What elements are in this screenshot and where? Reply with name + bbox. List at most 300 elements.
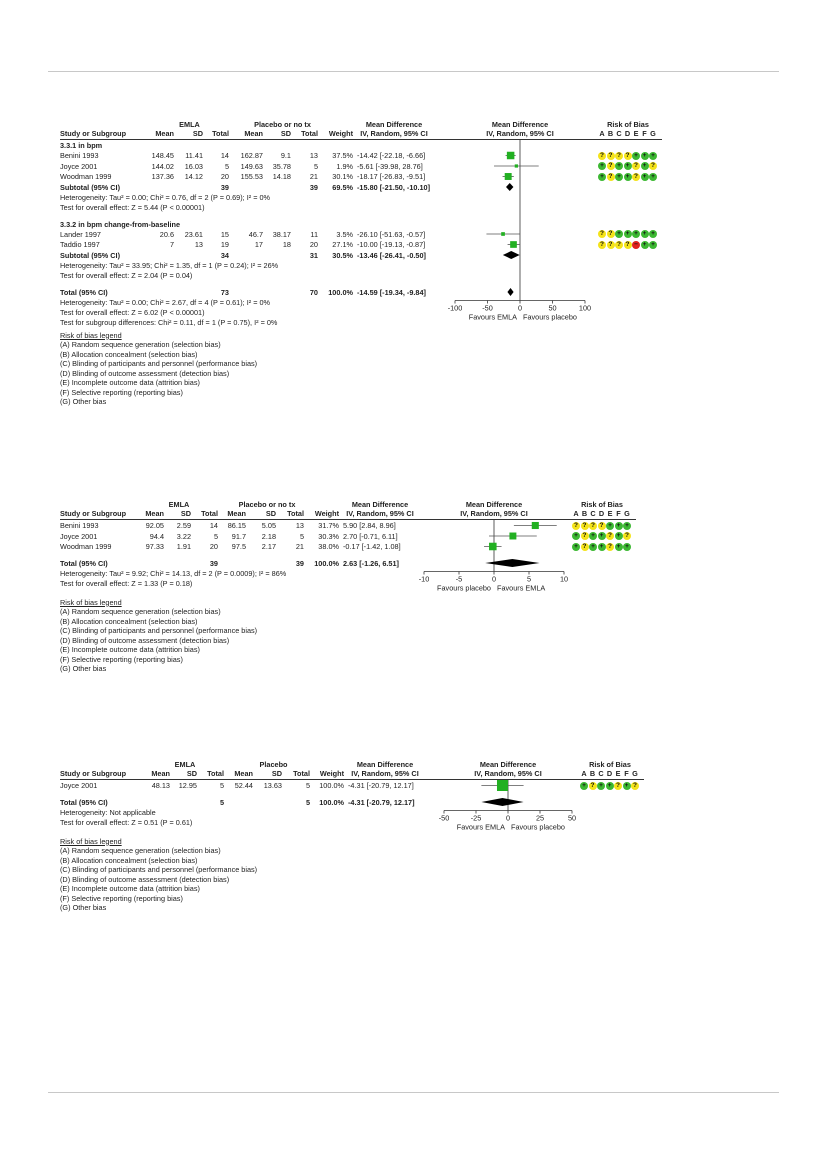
rob-legend-item: (A) Random sequence generation (selection bias) (60, 846, 221, 855)
control-sd: 2.17 (261, 542, 276, 551)
rob-dot-a: ? (598, 241, 606, 249)
study-weight: 38.0% (318, 542, 339, 551)
footer-stat: Heterogeneity: Not applicable (60, 807, 156, 817)
emla-mean: 48.13 (151, 781, 170, 790)
rob-dot-g: + (623, 543, 631, 551)
emla-sd: 13 (194, 240, 203, 249)
rob-legend-item: (F) Selective reporting (reporting bias) (60, 893, 183, 903)
total-emla-total: 5 (219, 797, 224, 807)
group1-header: EMLA (179, 120, 200, 129)
group1-header: EMLA (168, 500, 190, 509)
study-md-ci: -5.61 [-39.98, 28.76] (357, 161, 423, 171)
study-name: Joyce 2001 (60, 531, 98, 541)
favours-right-label: Favours placebo (511, 822, 565, 832)
rob-dot-b: ? (589, 782, 597, 790)
control-total: 5 (299, 531, 304, 541)
rob-legend-item: (A) Random sequence generation (selection bias) (60, 607, 221, 616)
sd1-header: SD (186, 769, 197, 778)
control-total: 5 (313, 161, 318, 171)
total1-header: Total (212, 129, 229, 138)
study-md-ci: -10.00 [-19.13, -0.87] (357, 240, 426, 249)
emla-sd: 1.91 (176, 542, 191, 551)
rob-dot-a: ? (572, 522, 580, 530)
x-tick-label: -5 (455, 574, 463, 584)
control-mean: 155.53 (240, 172, 263, 181)
rob-legend-title: Risk of bias legend (60, 597, 122, 607)
study-weight: 1.9% (336, 161, 353, 171)
control-mean: 162.87 (240, 151, 263, 160)
rob-letter-g: G (632, 769, 638, 778)
total-control-total: 5 (305, 797, 310, 807)
total-md-ci: -4.31 [-20.79, 12.17] (348, 797, 415, 807)
rob-dot-c: + (597, 782, 605, 790)
rob-letter-b: B (607, 129, 614, 138)
rob-letter-d: D (606, 769, 613, 778)
rob-letter-a: A (581, 769, 587, 778)
control-total: 20 (309, 240, 318, 249)
rob-dot-e: + (632, 152, 640, 160)
rob-legend-item: (B) Allocation concealment (selection bias) (60, 616, 198, 626)
group2-header: Placebo or no tx (254, 120, 311, 129)
emla-mean: 144.02 (151, 161, 174, 171)
pooled-diamond (481, 798, 523, 806)
control-sd: 38.17 (272, 229, 291, 239)
rob-dot-f: + (641, 230, 649, 238)
total2-header: Total (293, 769, 310, 778)
rob-legend-item: (D) Blinding of outcome assessment (detection bias) (60, 368, 230, 378)
study-point-marker (497, 780, 508, 791)
top-page-rule (48, 71, 779, 72)
rob-dot-g: + (649, 241, 657, 249)
study-name: Benini 1993 (60, 521, 99, 530)
footer-stat: Test for overall effect: Z = 6.02 (P < 0.00001) (60, 307, 205, 317)
rob-dot-e: ? (632, 162, 640, 170)
study-weight: 3.5% (336, 229, 353, 239)
pooled-diamond (485, 559, 539, 567)
rob-dot-e: − (632, 241, 640, 249)
x-tick-label: 50 (567, 813, 577, 823)
rob-dot-a: + (572, 543, 580, 551)
rob-letter-g: G (624, 509, 630, 518)
study-point-marker (505, 173, 512, 180)
md-text-subtitle: IV, Random, 95% CI (351, 769, 419, 778)
emla-mean: 148.45 (151, 151, 174, 160)
emla-mean: 97.33 (145, 542, 164, 551)
total-weight: 100.0% (319, 797, 344, 807)
rob-dot-d: + (624, 173, 632, 181)
mean1-header: Mean (151, 769, 170, 778)
rob-title: Risk of Bias (589, 760, 631, 769)
rob-dot-d: + (624, 162, 632, 170)
mean2-header: Mean (234, 769, 253, 778)
total-control-total: 39 (295, 558, 304, 568)
emla-total: 5 (213, 531, 218, 541)
md-text-subtitle: IV, Random, 95% CI (346, 509, 414, 518)
rob-letter-e: E (633, 129, 639, 138)
total-label: Total (95% CI) (60, 797, 108, 807)
rob-dot-c: + (615, 162, 623, 170)
subtotal-md-ci: -13.46 [-26.41, -0.50] (357, 250, 426, 260)
control-mean: 17 (254, 240, 263, 249)
rob-dot-e: + (606, 522, 614, 530)
emla-sd: 11.41 (185, 151, 203, 160)
rob-dot-e: ? (632, 173, 640, 181)
sd2-header: SD (271, 769, 282, 778)
control-mean: 97.5 (231, 542, 246, 551)
emla-total: 14 (209, 521, 218, 530)
subtotal-md-ci: -15.80 [-21.50, -10.10] (357, 182, 431, 192)
rob-letter-d: D (624, 129, 631, 138)
study-md-ci: 2.70 [-0.71, 6.11] (343, 531, 398, 541)
study-header: Study or Subgroup (60, 509, 127, 518)
study-name: Taddio 1997 (60, 240, 100, 249)
bottom-page-rule (48, 1092, 779, 1093)
rob-letter-f: F (624, 769, 629, 778)
total2-header: Total (301, 129, 318, 138)
study-point-marker (507, 152, 515, 160)
rob-letter-f: F (642, 129, 647, 138)
group1-header: EMLA (174, 760, 196, 769)
rob-legend-item: (D) Blinding of outcome assessment (detection bias) (60, 635, 230, 645)
rob-legend-item: (G) Other bias (60, 664, 107, 673)
emla-sd: 3.22 (176, 531, 191, 541)
study-point-marker (532, 522, 539, 529)
control-mean: 86.15 (227, 521, 246, 530)
study-name: Joyce 2001 (60, 161, 98, 171)
rob-dot-c: + (589, 543, 597, 551)
rob-letter-c: C (598, 769, 604, 778)
rob-dot-b: ? (607, 162, 615, 170)
rob-dot-f: + (641, 241, 649, 249)
total-emla-total: 73 (220, 287, 229, 297)
rob-dot-f: + (615, 543, 623, 551)
total-label: Total (95% CI) (60, 558, 108, 568)
rob-dot-a: + (598, 173, 606, 181)
total1-header: Total (201, 509, 218, 518)
group2-header: Placebo or no tx (238, 500, 296, 509)
md-text-title: Mean Difference (351, 500, 409, 509)
emla-sd: 2.59 (176, 521, 191, 530)
total2-header: Total (287, 509, 304, 518)
emla-total: 5 (219, 781, 224, 790)
subtotal-label: Subtotal (95% CI) (60, 182, 120, 192)
control-sd: 2.18 (261, 531, 276, 541)
rob-letter-e: E (607, 509, 613, 518)
rob-legend-item: (A) Random sequence generation (selection bias) (60, 340, 221, 349)
study-md-ci: -4.31 [-20.79, 12.17] (348, 781, 414, 790)
total-control-total: 70 (309, 287, 318, 297)
pooled-diamond (503, 251, 520, 259)
rob-dot-f: + (641, 152, 649, 160)
rob-legend-item: (C) Blinding of participants and personnel (performance bias) (60, 359, 258, 368)
emla-mean: 137.36 (151, 172, 174, 181)
control-sd: 9.1 (280, 151, 291, 160)
pooled-diamond (507, 288, 513, 296)
pooled-diamond (506, 183, 513, 191)
rob-legend-item: (F) Selective reporting (reporting bias) (60, 387, 183, 397)
footer-stat: Test for subgroup differences: Chi² = 0.11, df = 1 (P = 0.75), I² = 0% (60, 317, 278, 327)
control-sd: 13.63 (263, 781, 282, 790)
control-sd: 18 (282, 240, 291, 249)
rob-legend-item: (F) Selective reporting (reporting bias) (60, 654, 183, 664)
rob-dot-c: ? (615, 152, 623, 160)
study-md-ci: -0.17 [-1.42, 1.08] (343, 542, 401, 551)
rob-letter-c: C (590, 509, 596, 518)
sd2-header: SD (265, 509, 276, 518)
header-divider (60, 779, 644, 780)
control-total: 5 (305, 781, 310, 790)
rob-dot-a: + (580, 782, 588, 790)
weight-header: Weight (319, 769, 344, 778)
md-plot-subtitle: IV, Random, 95% CI (486, 129, 554, 138)
study-header: Study or Subgroup (60, 769, 127, 778)
control-sd: 5.05 (261, 521, 276, 530)
study-md-ci: -14.42 [-22.18, -6.66] (357, 151, 426, 160)
rob-dot-b: ? (581, 532, 589, 540)
rob-letter-e: E (615, 769, 621, 778)
study-point-marker (501, 232, 505, 236)
rob-legend-item: (E) Incomplete outcome data (attrition bias) (60, 884, 200, 893)
rob-letter-g: G (650, 129, 656, 138)
weight-header: Weight (328, 129, 353, 138)
mean1-header: Mean (155, 129, 174, 138)
rob-dot-c: ? (615, 241, 623, 249)
md-text-title: Mean Difference (365, 120, 423, 129)
rob-dot-c: + (589, 532, 597, 540)
rob-dot-d: + (606, 782, 614, 790)
rob-legend-title: Risk of bias legend (60, 836, 122, 846)
md-text-title: Mean Difference (356, 760, 414, 769)
md-plot-subtitle: IV, Random, 95% CI (460, 509, 528, 518)
rob-dot-g: ? (631, 782, 639, 790)
x-tick-label: -10 (418, 574, 430, 584)
emla-sd: 12.95 (178, 781, 197, 790)
study-point-marker (510, 241, 517, 248)
study-name: Lander 1997 (60, 229, 101, 239)
total1-header: Total (207, 769, 224, 778)
footer-stat: Heterogeneity: Tau² = 9.92; Chi² = 14.13, df = 2 (P = 0.0009); I² = 86% (60, 568, 287, 578)
emla-mean: 92.05 (145, 521, 164, 530)
study-md-ci: -26.10 [-51.63, -0.57] (357, 229, 426, 239)
rob-letter-a: A (599, 129, 605, 138)
subtotal-label: Subtotal (95% CI) (60, 250, 120, 260)
footer-stat: Test for overall effect: Z = 1.33 (P = 0.18) (60, 578, 193, 588)
rob-dot-e: ? (606, 532, 614, 540)
rob-dot-c: ? (589, 522, 597, 530)
rob-legend-item: (C) Blinding of participants and personnel (performance bias) (60, 626, 258, 635)
rob-dot-e: ? (606, 543, 614, 551)
x-tick-label: 25 (535, 813, 545, 823)
emla-sd: 14.12 (184, 172, 203, 181)
header-divider (60, 139, 662, 140)
emla-sd: 23.61 (184, 229, 203, 239)
rob-dot-b: ? (607, 241, 615, 249)
mean2-header: Mean (244, 129, 263, 138)
subtotal-emla-total: 39 (220, 182, 229, 192)
rob-legend-item: (G) Other bias (60, 903, 107, 912)
rob-dot-b: ? (607, 173, 615, 181)
total-weight: 100.0% (328, 287, 353, 297)
rob-dot-a: ? (598, 152, 606, 160)
subgroup-title: 3.3.2 in bpm change-from-baseline (60, 219, 181, 229)
total-md-ci: 2.63 [-1.26, 6.51] (343, 558, 399, 568)
rob-letter-d: D (598, 509, 605, 518)
subtotal-control-total: 39 (309, 182, 318, 192)
x-tick-label: 5 (526, 574, 532, 584)
x-tick-label: -50 (482, 303, 493, 313)
control-total: 13 (309, 151, 318, 160)
subgroup-overall-effect: Test for overall effect: Z = 2.04 (P = 0.04) (60, 270, 193, 280)
study-name: Joyce 2001 (60, 781, 98, 790)
rob-letter-f: F (616, 509, 621, 518)
x-tick-label: 100 (578, 303, 592, 313)
footer-stat: Test for overall effect: Z = 0.51 (P = 0.61) (60, 817, 193, 827)
rob-dot-f: + (623, 782, 631, 790)
emla-mean: 94.4 (149, 531, 164, 541)
rob-legend-item: (G) Other bias (60, 397, 107, 406)
rob-dot-e: ? (614, 782, 622, 790)
emla-total: 20 (220, 172, 229, 181)
rob-dot-b: ? (581, 522, 589, 530)
subgroup-title: 3.3.1 in bpm (60, 141, 103, 150)
rob-dot-c: + (615, 173, 623, 181)
rob-dot-f: + (615, 532, 623, 540)
study-md-ci: -18.17 [-26.83, -9.51] (357, 172, 426, 181)
control-mean: 91.7 (231, 531, 246, 541)
control-sd: 35.78 (272, 161, 291, 171)
x-tick-label: 50 (548, 303, 557, 313)
x-tick-label: -50 (438, 813, 450, 823)
header-divider (60, 519, 636, 520)
control-mean: 149.63 (240, 161, 263, 171)
rob-legend-title: Risk of bias legend (60, 330, 122, 340)
rob-dot-f: + (641, 162, 649, 170)
subtotal-control-total: 31 (309, 250, 318, 260)
subtotal-weight: 69.5% (332, 182, 353, 192)
rob-title: Risk of Bias (607, 120, 649, 129)
x-tick-label: -25 (470, 813, 482, 823)
rob-letter-b: B (589, 769, 596, 778)
rob-dot-a: ? (598, 230, 606, 238)
mean1-header: Mean (145, 509, 164, 518)
total-md-ci: -14.59 [-19.34, -9.84] (357, 287, 426, 297)
rob-letter-b: B (581, 509, 588, 518)
study-weight: 30.1% (332, 172, 353, 181)
rob-legend-item: (D) Blinding of outcome assessment (detection bias) (60, 874, 230, 884)
rob-dot-a: + (598, 162, 606, 170)
weight-header: Weight (314, 509, 339, 518)
group2-header: Placebo (259, 760, 288, 769)
study-name: Woodman 1999 (60, 172, 112, 181)
rob-dot-e: + (632, 230, 640, 238)
study-name: Woodman 1999 (60, 542, 112, 551)
md-text-subtitle: IV, Random, 95% CI (360, 129, 428, 138)
rob-legend-item: (E) Incomplete outcome data (attrition bias) (60, 378, 200, 387)
rob-dot-g: + (649, 230, 657, 238)
md-plot-title: Mean Difference (465, 500, 523, 509)
footer-stat: Heterogeneity: Tau² = 0.00; Chi² = 2.67, df = 4 (P = 0.61); I² = 0% (60, 297, 271, 307)
sd2-header: SD (280, 129, 291, 138)
control-total: 21 (295, 542, 304, 551)
rob-dot-f: + (615, 522, 623, 530)
x-tick-label: -100 (447, 303, 463, 313)
total-emla-total: 39 (209, 558, 218, 568)
rob-dot-f: + (641, 173, 649, 181)
md-plot-title: Mean Difference (491, 120, 549, 129)
subgroup-heterogeneity: Heterogeneity: Tau² = 0.00; Chi² = 0.76, df = 2 (P = 0.69); I² = 0% (60, 192, 271, 202)
md-plot-title: Mean Difference (479, 760, 537, 769)
rob-legend-item: (E) Incomplete outcome data (attrition bias) (60, 645, 200, 654)
emla-mean: 7 (169, 240, 174, 249)
rob-dot-d: + (598, 532, 606, 540)
mean2-header: Mean (227, 509, 246, 518)
rob-dot-b: ? (607, 230, 615, 238)
study-weight: 31.7% (318, 521, 339, 530)
rob-dot-g: ? (649, 162, 657, 170)
study-md-ci: 5.90 [2.84, 8.96] (343, 521, 396, 530)
study-name: Benini 1993 (60, 151, 99, 160)
rob-dot-d: ? (624, 152, 632, 160)
rob-dot-g: + (623, 522, 631, 530)
subtotal-emla-total: 34 (220, 250, 229, 260)
emla-sd: 16.03 (184, 161, 203, 171)
rob-legend-item: (B) Allocation concealment (selection bias) (60, 349, 198, 359)
rob-dot-d: ? (624, 241, 632, 249)
emla-total: 20 (209, 542, 218, 551)
rob-dot-g: + (649, 152, 657, 160)
md-plot-subtitle: IV, Random, 95% CI (474, 769, 542, 778)
rob-dot-d: + (598, 543, 606, 551)
rob-dot-d: ? (598, 522, 606, 530)
subtotal-weight: 30.5% (332, 250, 353, 260)
study-weight: 27.1% (332, 240, 353, 249)
rob-title: Risk of Bias (581, 500, 623, 509)
rob-letter-a: A (573, 509, 579, 518)
x-tick-label: 0 (505, 813, 511, 823)
rob-legend-item: (B) Allocation concealment (selection bias) (60, 855, 198, 865)
emla-total: 15 (220, 229, 229, 239)
rob-letter-c: C (616, 129, 622, 138)
total-label: Total (95% CI) (60, 287, 108, 297)
favours-right-label: Favours placebo (523, 312, 577, 322)
rob-dot-g: + (649, 173, 657, 181)
x-tick-label: 0 (491, 574, 497, 584)
sd1-header: SD (192, 129, 203, 138)
control-total: 21 (309, 172, 318, 181)
study-header: Study or Subgroup (60, 129, 127, 138)
sd1-header: SD (180, 509, 191, 518)
x-tick-label: 10 (559, 574, 569, 584)
favours-left-label: Favours EMLA (468, 312, 517, 322)
rob-dot-c: + (615, 230, 623, 238)
rob-dot-g: ? (623, 532, 631, 540)
control-total: 11 (310, 229, 318, 239)
emla-total: 19 (220, 240, 229, 249)
favours-left-label: Favours placebo (437, 583, 491, 593)
rob-dot-b: ? (581, 543, 589, 551)
study-point-marker (489, 543, 497, 551)
total-weight: 100.0% (314, 558, 339, 568)
study-point-marker (509, 533, 516, 540)
rob-dot-b: ? (607, 152, 615, 160)
favours-right-label: Favours EMLA (497, 583, 546, 593)
emla-total: 14 (220, 151, 229, 160)
rob-dot-d: + (624, 230, 632, 238)
rob-dot-a: + (572, 532, 580, 540)
study-weight: 30.3% (318, 531, 339, 541)
rob-legend-item: (C) Blinding of participants and personnel (performance bias) (60, 865, 258, 874)
control-mean: 46.7 (248, 229, 263, 239)
